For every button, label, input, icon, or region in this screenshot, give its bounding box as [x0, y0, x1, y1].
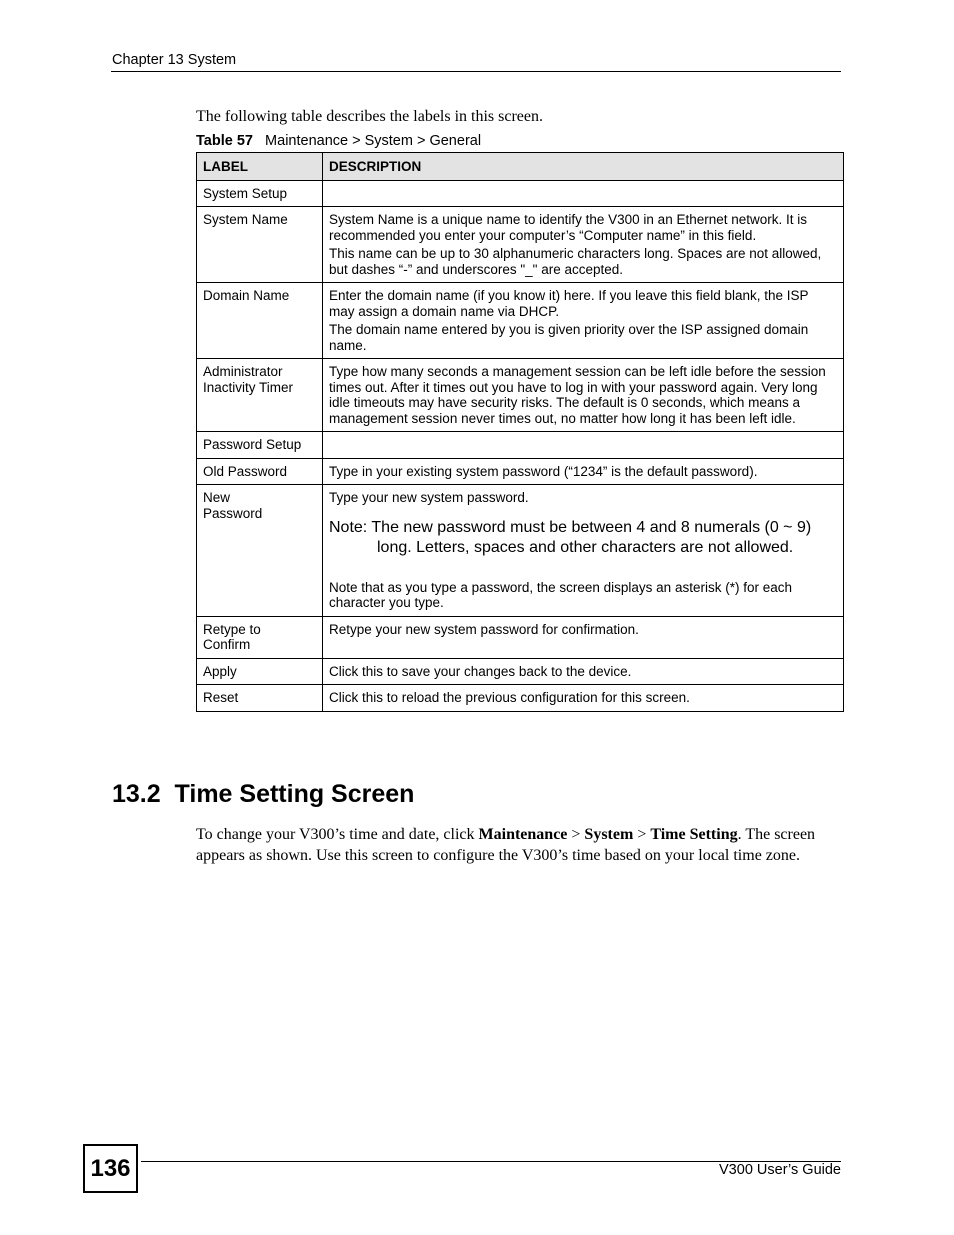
row-description — [323, 207, 844, 283]
menu-separator: > — [633, 826, 651, 843]
table-row — [197, 207, 844, 283]
description-paragraph: Type in your existing system password (“1234” is the default password). — [329, 463, 758, 479]
row-description — [323, 685, 844, 712]
table-row — [197, 685, 844, 712]
section-text: . The screen appears as shown. Use this screen to configure the V300’s time based on your local time zone. — [196, 826, 816, 864]
table-row — [197, 616, 844, 658]
row-label: Reset — [197, 685, 323, 712]
menu-separator: > — [567, 826, 585, 843]
table-row — [197, 359, 844, 432]
row-description — [323, 485, 844, 617]
table-row — [197, 485, 844, 617]
guide-title: V300 User’s Guide — [719, 1162, 841, 1178]
table-title: Maintenance > System > General — [265, 133, 482, 149]
description-paragraph: The domain name entered by you is given priority over the ISP assigned domain name. — [329, 322, 809, 353]
description-paragraph: This name can be up to 30 alphanumeric characters long. Spaces are not allowed, but dashes “-” and underscores "_" are accepted. — [329, 246, 822, 277]
section-text: To change your V300’s time and date, click — [196, 826, 479, 843]
row-description — [323, 180, 844, 207]
menu-time-setting: Time Setting — [650, 826, 738, 843]
table-row — [197, 658, 844, 685]
intro-text: The following table describes the labels in this screen. — [196, 108, 544, 125]
row-label: Administrator Inactivity Timer — [197, 359, 323, 432]
page-number: 136 — [83, 1144, 138, 1193]
row-label: System Name — [197, 207, 323, 283]
row-description — [323, 616, 844, 658]
table-row — [197, 458, 844, 485]
row-description — [323, 458, 844, 485]
row-description — [323, 283, 844, 359]
row-label: Domain Name — [197, 283, 323, 359]
row-description — [323, 359, 844, 432]
description-paragraph: Type your new system password. — [329, 490, 529, 505]
table-header-row — [197, 153, 844, 181]
password-note: Note: The new password must be between 4 and 8 numerals (0 ~ 9) long. Letters, spaces and other characters are not allowed. — [329, 518, 812, 556]
table-row — [197, 432, 844, 459]
row-label: New Password — [197, 485, 323, 617]
row-label: Password Setup — [197, 432, 323, 459]
description-paragraph: Retype your new system password for confirmation. — [329, 621, 639, 637]
header-description: DESCRIPTION — [323, 153, 844, 181]
label-description-table — [196, 152, 844, 712]
section-paragraph — [196, 825, 836, 866]
menu-maintenance: Maintenance — [478, 826, 568, 843]
description-paragraph: Type how many seconds a management session can be left idle before the session times out. After it times out you have to log in with your password again. Very long idle timeouts may have security risks. The default is 0 seconds, which means a management session never times out, no matter how long it has been left idle. — [329, 364, 826, 426]
description-paragraph: Click this to reload the previous configuration for this screen. — [329, 690, 690, 705]
description-paragraph: Click this to save your changes back to the device. — [329, 663, 632, 679]
chapter-header: Chapter 13 System — [112, 52, 237, 68]
row-label: Old Password — [197, 458, 323, 485]
description-paragraph: System Name is a unique name to identify the V300 in an Ethernet network. It is recommended you enter your computer’s “Computer name” in this field. — [329, 212, 808, 243]
row-label: System Setup — [197, 180, 323, 207]
description-paragraph: Note that as you type a password, the screen displays an asterisk (*) for each character you type. — [329, 579, 792, 610]
table-caption — [196, 133, 481, 149]
row-label: Retype to Confirm — [197, 616, 323, 658]
header-divider — [111, 71, 841, 72]
table-row — [197, 180, 844, 207]
row-label: Apply — [197, 658, 323, 685]
section-heading: 13.2 Time Setting Screen — [112, 780, 415, 808]
table-row — [197, 283, 844, 359]
header-label: LABEL — [197, 153, 323, 181]
row-description — [323, 658, 844, 685]
description-paragraph: Enter the domain name (if you know it) here. If you leave this field blank, the ISP may assign a domain name via DHCP. — [329, 288, 809, 319]
menu-system: System — [584, 826, 634, 843]
row-description — [323, 432, 844, 459]
table-number: Table 57 — [196, 133, 253, 149]
